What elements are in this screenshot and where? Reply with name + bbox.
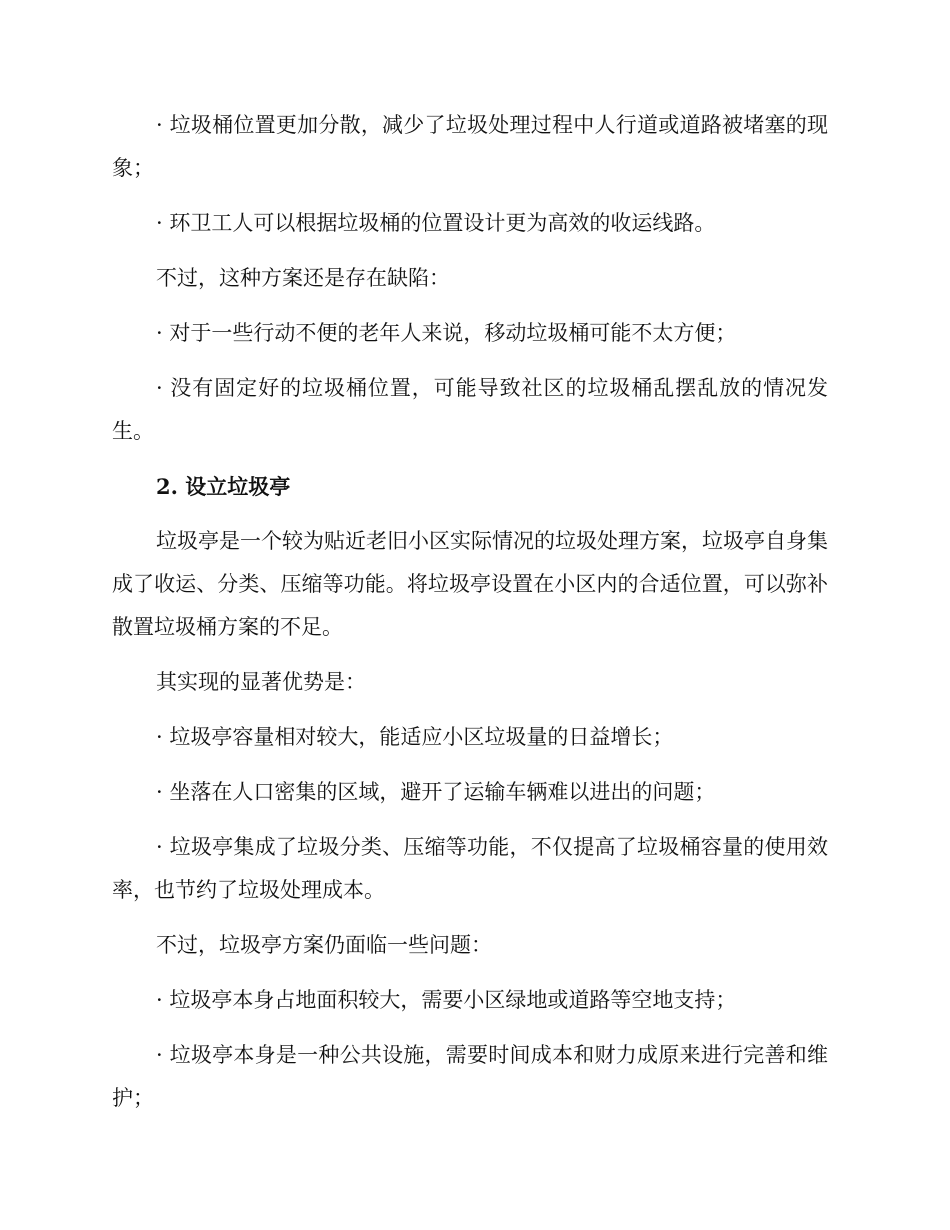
body-paragraph: 垃圾亭是一个较为贴近老旧小区实际情况的垃圾处理方案，垃圾亭自身集成了收运、分类、压缩等功能。将垃圾亭设置在小区内的合适位置，可以弥补散置垃圾桶方案的不足。 [112, 529, 828, 639]
bullet-paragraph: · 垃圾亭本身是一种公共设施，需要时间成本和财力成原来进行完善和维护； [112, 1043, 828, 1110]
bullet-paragraph: · 垃圾亭集成了垃圾分类、压缩等功能，不仅提高了垃圾桶容量的使用效率，也节约了垃圾处理成本。 [112, 835, 828, 902]
bullet-paragraph: · 垃圾桶位置更加分散，减少了垃圾处理过程中人行道或道路被堵塞的现象； [112, 113, 828, 180]
bullet-paragraph: · 对于一些行动不便的老年人来说，移动垃圾桶可能不太方便； [156, 321, 737, 345]
bullet-paragraph: · 没有固定好的垃圾桶位置，可能导致社区的垃圾桶乱摆乱放的情况发生。 [112, 376, 828, 443]
body-paragraph: 其实现的显著优势是： [156, 670, 366, 694]
bullet-paragraph: · 环卫工人可以根据垃圾桶的位置设计更为高效的收运线路。 [156, 211, 716, 235]
section-heading: 2. 设立垃圾亭 [156, 474, 291, 499]
bullet-paragraph: · 垃圾亭本身占地面积较大，需要小区绿地或道路等空地支持； [156, 988, 737, 1012]
body-paragraph: 不过，这种方案还是存在缺陷： [156, 266, 450, 290]
document-page [112, 104, 828, 1120]
bullet-paragraph: · 坐落在人口密集的区域，避开了运输车辆难以进出的问题； [156, 780, 716, 804]
bullet-paragraph: · 垃圾亭容量相对较大，能适应小区垃圾量的日益增长； [156, 725, 674, 749]
body-paragraph: 不过，垃圾亭方案仍面临一些问题： [156, 933, 492, 957]
